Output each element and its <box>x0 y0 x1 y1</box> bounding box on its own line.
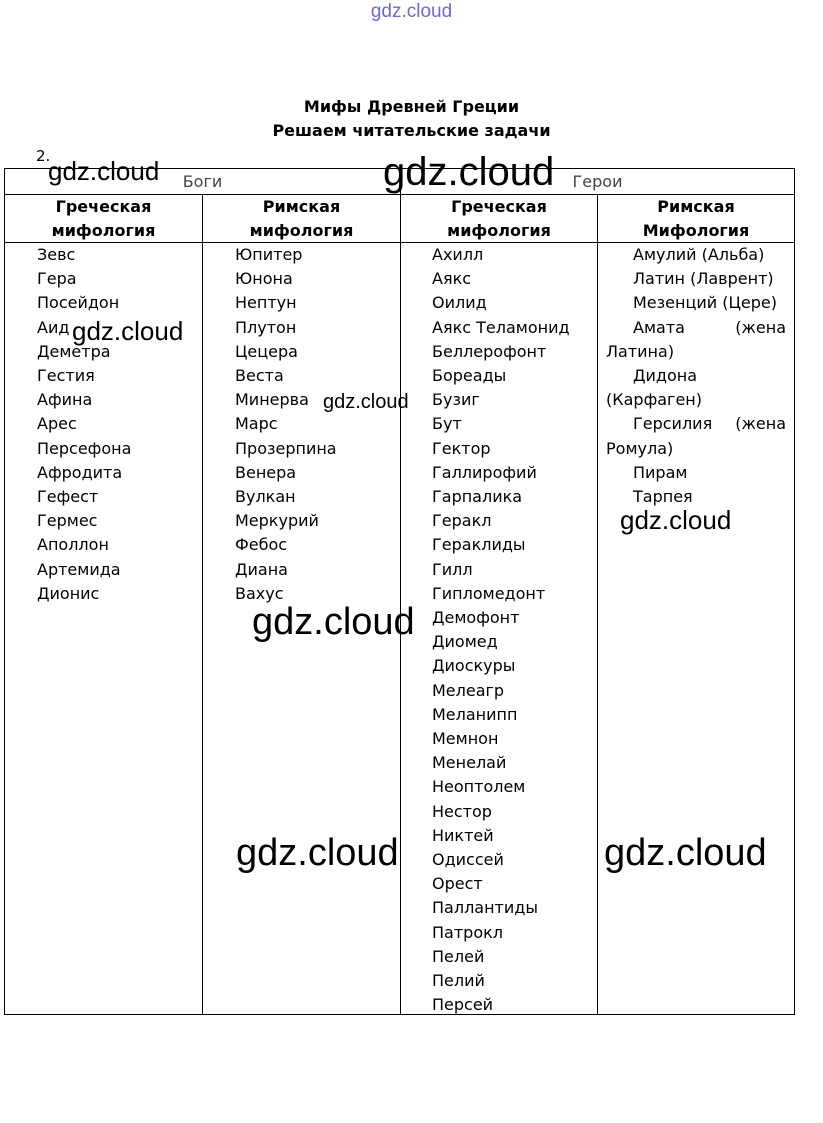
list-item: Паллантиды <box>432 898 538 918</box>
watermark-text: gdz.cloud <box>604 832 767 874</box>
watermark-text: gdz.cloud <box>252 601 415 643</box>
list-item: Бореады <box>432 366 507 386</box>
list-item: (Карфаген) <box>606 390 702 410</box>
watermark-text: gdz.cloud <box>72 316 184 346</box>
list-item: Бузиг <box>432 390 480 410</box>
list-item: Арес <box>37 414 77 434</box>
list-item: Аякс Теламонид <box>432 317 570 337</box>
list-item: Менелай <box>432 753 507 773</box>
task-number: 2. <box>36 147 51 165</box>
list-item: Посейдон <box>37 293 120 313</box>
list-item: Аякс <box>432 269 472 289</box>
list-item: Дионис <box>37 583 100 603</box>
header-line: Мифология <box>642 221 750 240</box>
list-item: Фебос <box>235 535 288 555</box>
list-item: Плутон <box>235 317 297 337</box>
list-item: Минерва <box>235 390 309 410</box>
column-header-roman-heroes <box>598 195 794 243</box>
greek-heroes-list <box>432 243 592 1018</box>
list-item: Меланипп <box>432 704 518 724</box>
header-line: мифология <box>249 221 354 240</box>
list-item: Амулий (Альба) <box>633 245 765 264</box>
list-item: Юпитер <box>235 245 303 264</box>
list-item: Гарпалика <box>432 487 523 507</box>
header-line: Римская <box>262 197 341 216</box>
header-line: мифология <box>447 221 551 240</box>
list-item: Амата (жена <box>633 317 786 337</box>
column-header-greek-gods <box>5 195 202 243</box>
list-item: Мемнон <box>432 729 499 749</box>
list-item: Нестор <box>432 801 492 821</box>
list-item: Веста <box>235 366 284 386</box>
list-item: Персефона <box>37 438 132 458</box>
list-item: Неоптолем <box>432 777 526 797</box>
group-header-gods: Боги <box>182 172 223 191</box>
header-line: мифология <box>51 221 156 240</box>
list-item: Пирам <box>633 462 688 482</box>
list-item: Марс <box>235 414 278 434</box>
list-item: Гилл <box>432 559 473 579</box>
list-item: Патрокл <box>432 922 503 942</box>
page-subtitle: Решаем читательские задачи <box>272 121 551 140</box>
list-item: Нептун <box>235 293 297 313</box>
roman-heroes-list <box>606 243 786 509</box>
list-item: Юнона <box>235 269 293 289</box>
column-header-roman-gods <box>203 195 400 243</box>
watermark-text: gdz.cloud <box>323 391 409 413</box>
list-item: Латин (Лаврент) <box>633 269 774 289</box>
page-title: Мифы Древней Греции <box>303 97 520 116</box>
list-item: Бут <box>432 414 462 434</box>
header-line: Греческая <box>451 197 547 216</box>
list-item: Цецера <box>235 341 298 361</box>
list-item: Диана <box>235 559 288 579</box>
list-item: Мелеагр <box>432 680 505 700</box>
group-header-heroes: Герои <box>572 172 623 191</box>
list-item: Мезенций (Цере) <box>633 293 777 313</box>
list-item: Гера <box>37 269 77 289</box>
list-item: Латина) <box>606 341 675 361</box>
list-item: Геракл <box>432 511 492 531</box>
column-header-greek-heroes <box>401 195 597 243</box>
list-item: Аид <box>37 317 70 337</box>
list-item: Оилид <box>432 293 487 313</box>
list-item: Диоскуры <box>432 656 516 676</box>
header-line: Римская <box>657 197 735 216</box>
list-item: Пелей <box>432 946 485 966</box>
list-item: Аполлон <box>37 535 109 555</box>
header-line: Греческая <box>55 197 152 216</box>
site-watermark-top: gdz.cloud <box>370 1 453 22</box>
group-divider <box>400 169 401 1014</box>
list-item: Одиссей <box>432 850 504 870</box>
list-item: Вахус <box>235 583 284 603</box>
list-item: Дидона <box>633 366 698 386</box>
column-divider <box>202 194 203 1014</box>
list-item: Гефест <box>37 487 99 507</box>
list-item: Деметра <box>37 341 111 361</box>
list-item: Вулкан <box>235 487 296 507</box>
column-divider <box>597 194 598 1014</box>
list-item: Прозерпина <box>235 438 337 458</box>
list-item: Галлирофий <box>432 462 537 482</box>
roman-gods-list <box>235 243 395 606</box>
list-item: Венера <box>235 462 297 482</box>
mythology-table <box>4 168 795 1015</box>
list-item: Артемида <box>37 559 121 579</box>
list-item: Гектор <box>432 438 491 458</box>
list-item: Диомед <box>432 632 498 652</box>
watermark-text: gdz.cloud <box>620 505 732 535</box>
list-item: Орест <box>432 874 483 894</box>
list-item: Беллерофонт <box>432 341 547 361</box>
list-item: Пелий <box>432 971 485 991</box>
watermark-text: gdz.cloud <box>48 156 160 186</box>
list-item: Ромула) <box>606 438 674 458</box>
list-item: Афродита <box>37 462 123 482</box>
watermark-text: gdz.cloud <box>236 832 399 874</box>
list-item: Тарпея <box>633 487 693 507</box>
list-item: Афина <box>37 390 93 410</box>
list-item: Гермес <box>37 511 98 531</box>
list-item: Герсилия (жена <box>633 414 786 434</box>
list-item: Зевс <box>37 245 76 264</box>
list-item: Персей <box>432 995 494 1015</box>
list-item: Никтей <box>432 825 494 845</box>
list-item: Гераклиды <box>432 535 526 555</box>
watermark-text: gdz.cloud <box>383 150 555 194</box>
list-item: Меркурий <box>235 511 319 531</box>
list-item: Ахилл <box>432 245 484 264</box>
list-item: Демофонт <box>432 608 520 628</box>
greek-gods-list <box>37 243 197 606</box>
list-item: Гипломедонт <box>432 583 546 603</box>
list-item: Гестия <box>37 366 95 386</box>
